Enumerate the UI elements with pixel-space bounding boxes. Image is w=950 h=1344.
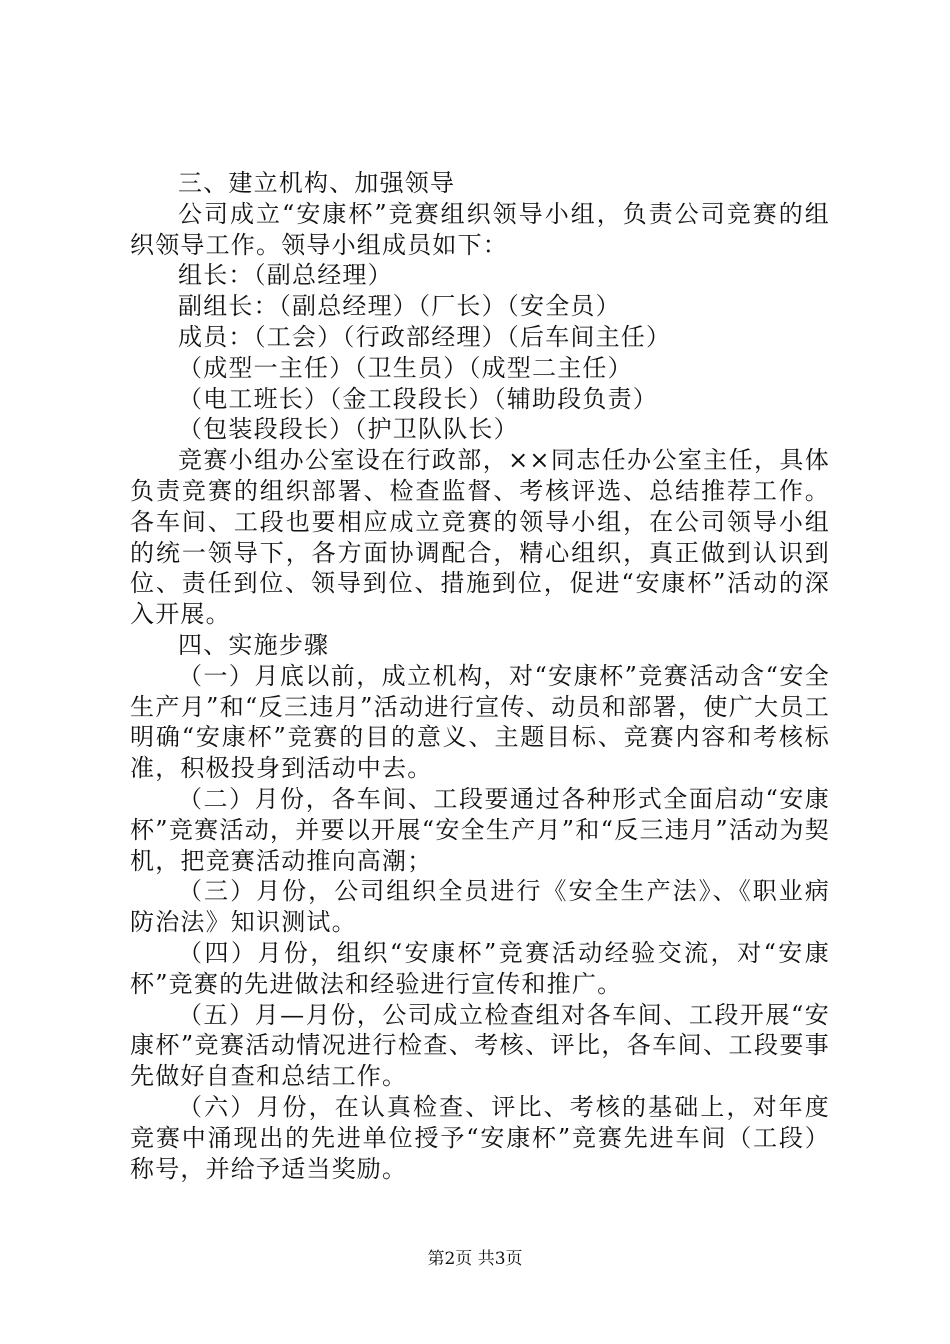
members-line-3: （电工班长）（金工段段长）（辅助段负责）	[178, 384, 658, 413]
office-paragraph: 竞赛小组办公室设在行政部，××同志任办公室主任，具体负责竞赛的组织部署、检查监督、考核评选、总结推荐工作。各车间、工段也要相应成立竞赛的领导小组，在公司领导小组的统一领导下，各方面协调配合，精心组织，真正做到认识到位、责任到位、领导到位、措施到位，促进“安康杯”活动的深入开展。	[130, 446, 830, 629]
document-body	[130, 168, 830, 1184]
step-4-paragraph: （四）月份，组织“安康杯”竞赛活动经验交流，对“安康杯”竞赛的先进做法和经验进行宣传和推广。	[130, 938, 830, 998]
members-line-4: （包装段段长）（护卫队队长）	[178, 415, 519, 444]
section-3-heading: 三、建立机构、加强领导	[178, 169, 456, 197]
members-line-2: （成型一主任）（卫生员）（成型二主任）	[178, 353, 633, 382]
page-footer: 第2页 共3页	[427, 1249, 523, 1269]
members-line-1: 成员：（工会）（行政部经理）（后车间主任）	[178, 322, 672, 351]
deputy-leader-line: 副组长：（副总经理）（厂长）（安全员）	[178, 292, 621, 321]
step-6-paragraph: （六）月份，在认真检查、评比、考核的基础上，对年度竞赛中涌现出的先进单位授予“安康杯”竞赛先进车间（工段）称号，并给予适当奖励。	[130, 1092, 830, 1183]
step-2-paragraph: （二）月份，各车间、工段要通过各种形式全面启动“安康杯”竞赛活动，并要以开展“安全生产月”和“反三违月”活动为契机，把竞赛活动推向高潮；	[130, 784, 830, 875]
section-4-heading: 四、实施步骤	[178, 630, 330, 659]
step-1-paragraph: （一）月底以前，成立机构，对“安康杯”竞赛活动含“安全生产月”和“反三违月”活动进行宣传、动员和部署，使广大员工明确“安康杯”竞赛的目的意义、主题目标、竞赛内容和考核标准，积极投身到活动中去。	[130, 661, 830, 783]
step-5-paragraph: （五）月—月份，公司成立检查组对各车间、工段开展“安康杯”竞赛活动情况进行检查、考核、评比，各车间、工段要事先做好自查和总结工作。	[130, 1000, 830, 1091]
leader-line: 组长：（副总经理）	[178, 261, 393, 290]
step-3-paragraph: （三）月份，公司组织全员进行《安全生产法》、《职业病防治法》知识测试。	[130, 877, 830, 937]
section-3-intro: 公司成立“安康杯”竞赛组织领导小组，负责公司竞赛的组织领导工作。领导小组成员如下：	[130, 199, 830, 259]
